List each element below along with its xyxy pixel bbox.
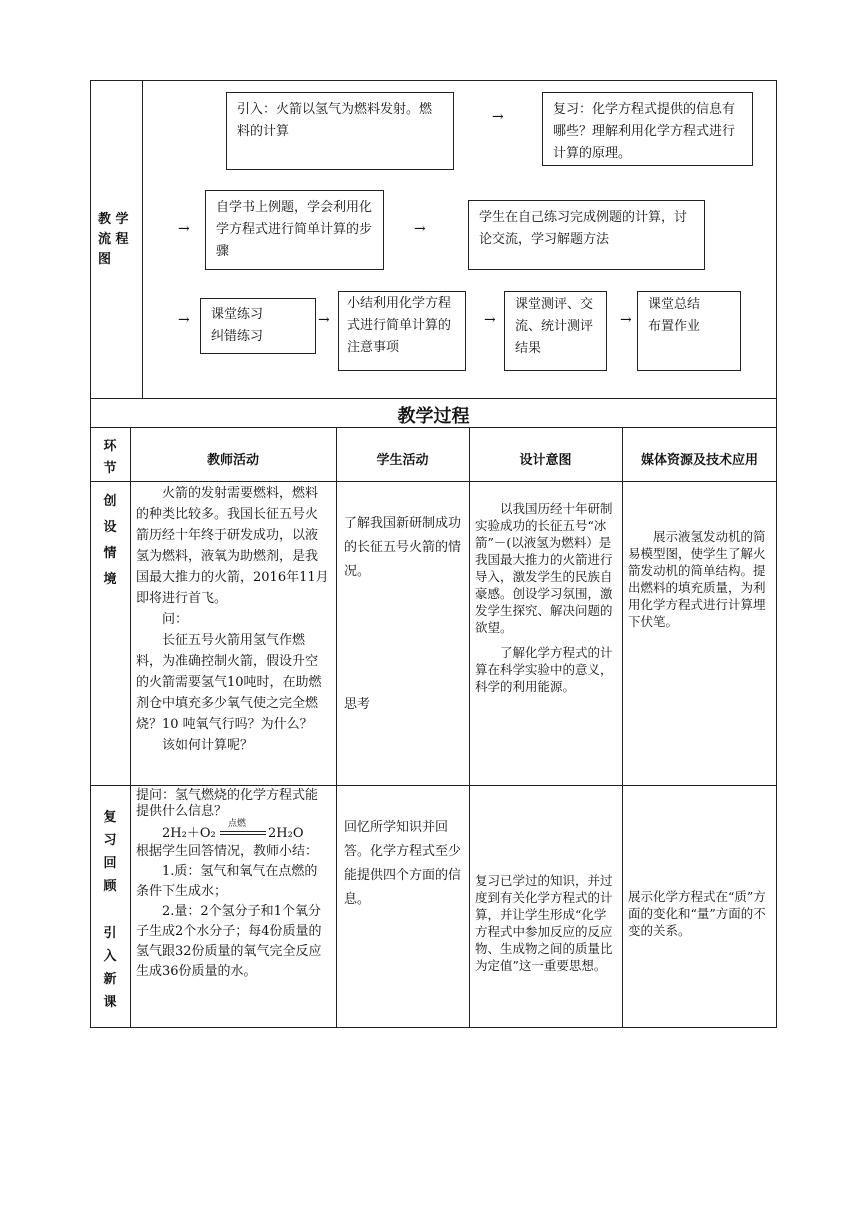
flow-label-divider [142,80,143,398]
equation-products: 2H₂O [268,826,304,841]
section-label-char: 新 [103,972,117,987]
teacher-point-quantity: 2.量：2个氢分子和1个氧分子生成2个水分子；每4份质量的氢气跟32份质量的氧气完全反应生成36份质量的水。 [136,904,322,979]
flow-box-closing [637,291,741,371]
equation-condition: 点燃 [228,819,247,829]
section-label-char: 情 [103,546,117,561]
student-activity-review [344,816,464,912]
arrow-right-icon: → [178,312,190,328]
student-paragraph: 回忆所学知识并回答。化学方程式至少能提供四个方面的信息。 [344,820,462,907]
student-activity-think: 思考 [344,697,371,712]
flow-box-classwork-line2: 纠错练习 [211,329,264,344]
design-paragraph: 复习已学过的知识，并过度到有关化学方程式的计算，并让学生形成“化学方程式中参加反应的反应物、生成物之间的质量比为定值”这一重要思想。 [475,873,613,973]
section-label-char: 回 [103,856,117,871]
arrow-right-icon: → [620,312,632,328]
design-intent-review [475,872,617,974]
header-section-line1: 环 [103,439,117,454]
section-label-char: 境 [103,572,117,587]
section-label-newlesson [100,922,120,1014]
flow-box-classwork [200,298,316,354]
flow-box-review-text: 复习：化学方程式提供的信息有哪些？理解利用化学方程式进行计算的原理。 [553,102,736,161]
section-label-review [100,806,120,898]
student-paragraph: 了解我国新研制成功的长征五号火箭的情况。 [344,516,462,579]
header-section [90,436,130,480]
arrow-right-icon: → [414,221,426,237]
flow-label-line1: 教 学 [98,212,129,227]
flow-box-summary [338,291,466,371]
header-design: 设计意图 [519,453,572,468]
teacher-paragraph: 长征五号火箭用氢气作燃料，为准确控制火箭，假设升空的火箭需要氢气10吨时，在助燃剂仓中填充多少氧气使之完全燃烧？10 吨氧气行吗？为什么？ [136,633,322,732]
equation-reactants: 2H₂＋O₂ [162,826,216,841]
flow-label [98,210,138,270]
section-label-char: 复 [103,810,117,825]
media-resource-review [628,888,772,939]
design-paragraph: 了解化学方程式的计算在科学实验中的意义，科学的利用能源。 [475,645,613,694]
flow-box-classwork-line1: 课堂练习 [211,307,264,322]
flow-label-line2: 流 程 [98,232,129,247]
divider-row1-end [90,785,777,786]
arrow-right-icon: → [492,109,504,125]
flow-box-assessment [504,291,607,371]
teacher-activity-scenario [136,483,330,756]
flow-box-practice-example-text: 学生在自己练习完成例题的计算，讨论交流，学习解题方法 [479,210,688,247]
table-border-left [90,80,91,1028]
header-media: 媒体资源及技术应用 [640,453,758,468]
flow-box-summary-text: 小结利用化学方程式进行简单计算的注意事项 [347,296,452,355]
col-divider-1 [130,427,131,1027]
table-border-top [90,80,777,81]
section-label-char: 创 [103,494,117,509]
flow-box-intro-text: 引入：火箭以氢气为燃料发射。燃料的计算 [237,102,433,139]
divider-flow-end [90,398,777,399]
process-title: 教学过程 [397,406,470,427]
section-label-char: 入 [103,949,117,964]
header-section-line2: 节 [103,461,117,476]
flow-box-selfstudy-text: 自学书上例题，学会利用化学方程式进行简单计算的步骤 [216,200,373,259]
equation-arrow [220,831,266,835]
col-divider-2 [336,427,337,1027]
media-resource-scenario [628,528,772,630]
teacher-paragraph: 该如何计算呢？ [162,738,254,753]
arrow-right-icon: → [318,312,330,328]
flow-box-review [542,92,753,166]
header-student: 学生活动 [376,453,429,468]
flow-box-practice-example [468,200,705,270]
col-divider-3 [469,427,470,1027]
section-label-char: 顾 [103,879,117,894]
teacher-paragraph: 问： [162,612,189,627]
design-paragraph: 以我国历经十年研制实验成功的长征五号“冰箭”－(以液氢为燃料）是我国最大推力的火箭进行导入，激发学生的民族自豪感。创设学习氛围，激发学生探究、解决问题的欲望。 [475,501,613,635]
col-divider-4 [622,427,623,1027]
table-border-bottom [90,1027,777,1028]
flow-box-selfstudy [205,190,384,270]
divider-header-end [90,481,777,482]
arrow-right-icon: → [178,221,190,237]
section-label-char: 设 [103,520,117,535]
media-paragraph: 展示液氢发动机的简易模型图，使学生了解火箭发动机的简单结构。提出燃料的填充质量，为利用化学方程式进行计算埋下伏笔。 [628,529,766,629]
flow-box-closing-line2: 布置作业 [648,319,701,334]
teacher-question: 提问：氢气燃烧的化学方程式能提供什么信息？ [136,788,319,819]
student-activity-scenario [344,512,464,584]
flow-box-intro [226,92,454,170]
header-teacher: 教师活动 [206,453,259,468]
teacher-paragraph: 火箭的发射需要燃料，燃料的种类比较多。我国长征五号火箭历经十年终于研发成功，以液氢为燃料，液氧为助燃剂，是我国最大推力的火箭，2016年11月即将进行首飞。 [136,486,329,606]
flow-box-closing-line1: 课堂总结 [648,297,701,312]
section-label-char: 引 [103,926,117,941]
design-intent-scenario [475,500,617,695]
teacher-point-quality: 1.质：氢气和氧气在点燃的条件下生成水； [136,864,318,899]
flow-box-assessment-text: 课堂测评、交流、统计测评结果 [515,297,594,356]
table-border-right [776,80,777,1028]
chemical-equation [162,820,330,842]
section-label-char: 习 [103,833,117,848]
section-label-char: 课 [103,995,117,1010]
section-label-scenario [100,489,120,593]
teacher-activity-review [136,788,330,982]
media-paragraph: 展示化学方程式在“质”方面的变化和“量”方面的不变的关系。 [628,889,766,938]
flow-label-line3: 图 [98,252,112,267]
teacher-summary: 根据学生回答情况，教师小结： [136,844,319,859]
arrow-right-icon: → [484,312,496,328]
